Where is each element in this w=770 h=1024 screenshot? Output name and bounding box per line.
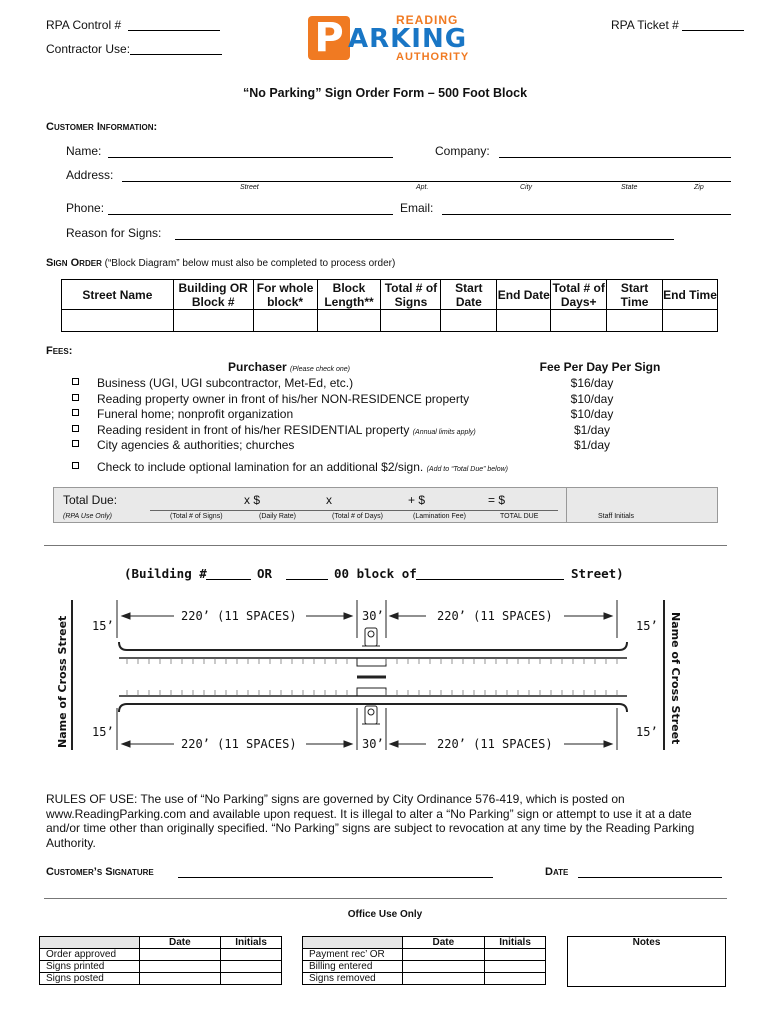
office-signs-posted-initials[interactable] bbox=[221, 973, 282, 985]
name-label: Name: bbox=[66, 144, 102, 158]
cell-end-date[interactable] bbox=[497, 310, 551, 332]
cell-street-name[interactable] bbox=[62, 310, 174, 332]
arrowhead-top-right-a bbox=[390, 613, 398, 619]
purchaser-header-label: Purchaser bbox=[228, 360, 287, 374]
fee-checkbox-owner[interactable] bbox=[72, 394, 79, 401]
arrowhead-bot-right-a bbox=[390, 741, 398, 747]
office-signs-removed-initials[interactable] bbox=[485, 973, 546, 985]
col-start-time: Start Time bbox=[607, 280, 663, 310]
hydrant-zone-bottom bbox=[357, 688, 386, 696]
rpa-control-label: RPA Control # bbox=[46, 18, 122, 32]
phone-field[interactable] bbox=[108, 202, 393, 215]
fee-row-resident bbox=[62, 423, 662, 438]
office-order-approved-initials[interactable] bbox=[221, 949, 282, 961]
fee-label-resident-text: Reading resident in front of his/her RESIDENTIAL property bbox=[97, 423, 410, 437]
purchaser-header-note: (Please check one) bbox=[290, 366, 350, 373]
col-street-name: Street Name bbox=[62, 280, 174, 310]
fee-label-funeral: Funeral home; nonprofit organization bbox=[97, 407, 294, 421]
fee-row-city bbox=[62, 438, 662, 453]
fee-checkbox-funeral[interactable] bbox=[72, 409, 79, 416]
company-label: Company: bbox=[435, 144, 490, 158]
arrowhead-bot-right-b bbox=[604, 741, 612, 747]
diagram-title-block: 00 block of bbox=[334, 566, 417, 581]
office-order-approved-date[interactable] bbox=[139, 949, 221, 961]
fee-header: Fee Per Day Per Sign bbox=[539, 360, 661, 374]
name-field[interactable] bbox=[108, 145, 393, 158]
fee-value-funeral: $10/day bbox=[570, 407, 614, 421]
diagram-block-field[interactable] bbox=[286, 566, 328, 580]
staff-initials-box[interactable] bbox=[566, 487, 718, 523]
total-due-label: Total Due: bbox=[63, 493, 118, 507]
dim-15-top-right: 15’ bbox=[636, 619, 658, 633]
logo-p-badge: P bbox=[308, 16, 350, 60]
dim-220-top-right: 220’ (11 SPACES) bbox=[437, 609, 553, 623]
cell-total-signs[interactable] bbox=[381, 310, 441, 332]
logo-parking: ARKING bbox=[348, 24, 468, 54]
sign-order-heading bbox=[46, 257, 395, 269]
fee-row-funeral bbox=[62, 407, 662, 422]
diagram-street-field[interactable] bbox=[416, 566, 564, 580]
total-due-underline bbox=[150, 510, 558, 511]
cell-whole-block[interactable] bbox=[253, 310, 317, 332]
cell-block-length[interactable] bbox=[317, 310, 381, 332]
fee-checkbox-business[interactable] bbox=[72, 378, 79, 385]
col-end-date: End Date bbox=[497, 280, 551, 310]
rpa-ticket-field[interactable] bbox=[682, 17, 744, 31]
address-state-caption: State bbox=[621, 184, 638, 191]
office-signs-printed-initials[interactable] bbox=[221, 961, 282, 973]
bottom-curb bbox=[119, 704, 627, 712]
reason-field[interactable] bbox=[175, 227, 674, 240]
customer-section-title: Customer Information: bbox=[46, 121, 158, 133]
dim-15-bot-right: 15’ bbox=[636, 725, 658, 739]
dim-30-top: 30’ bbox=[362, 609, 384, 623]
hydrant-bottom-icon bbox=[362, 706, 380, 724]
sub-signs: (Total # of Signs) bbox=[170, 513, 223, 520]
office-mid-header-blank bbox=[303, 937, 403, 949]
dim-15-bot-left: 15’ bbox=[92, 725, 114, 739]
total-times1: x $ bbox=[244, 493, 261, 507]
address-zip-caption: Zip bbox=[694, 184, 704, 191]
cell-end-time[interactable] bbox=[663, 310, 718, 332]
fee-label-resident-note: (Annual limits apply) bbox=[412, 429, 476, 436]
arrowhead-top-right-b bbox=[604, 613, 612, 619]
sub-lam: (Lamination Fee) bbox=[413, 513, 466, 520]
col-block-length: Block Length** bbox=[317, 280, 381, 310]
fee-value-resident: $1/day bbox=[573, 423, 611, 437]
fee-value-city: $1/day bbox=[573, 438, 611, 452]
office-row-signs-posted: Signs posted bbox=[40, 973, 140, 985]
phone-label: Phone: bbox=[66, 201, 105, 215]
fee-label-lamination bbox=[97, 460, 508, 474]
cell-start-date[interactable] bbox=[441, 310, 497, 332]
sub-total: TOTAL DUE bbox=[500, 513, 539, 520]
col-total-signs: Total # of Signs bbox=[381, 280, 441, 310]
col-whole-block: For whole block* bbox=[253, 280, 317, 310]
address-street-caption: Street bbox=[240, 184, 259, 191]
office-left-header-initials: Initials bbox=[221, 937, 282, 949]
office-left-table bbox=[39, 936, 282, 985]
office-row-payment-rec: Payment rec’ OR bbox=[303, 949, 403, 961]
office-payment-rec-date[interactable] bbox=[402, 949, 485, 961]
sub-rpa: (RPA Use Only) bbox=[63, 513, 113, 520]
contractor-use-field[interactable] bbox=[130, 41, 222, 55]
rpa-control-field[interactable] bbox=[128, 17, 220, 31]
address-label: Address: bbox=[66, 168, 114, 182]
divider-2 bbox=[44, 898, 727, 899]
fee-checkbox-resident[interactable] bbox=[72, 425, 79, 432]
office-use-title: Office Use Only bbox=[347, 909, 423, 920]
notes-box[interactable] bbox=[567, 936, 726, 987]
office-signs-posted-date[interactable] bbox=[139, 973, 221, 985]
logo-authority: AUTHORITY bbox=[396, 51, 470, 63]
total-equals: = $ bbox=[488, 493, 506, 507]
diagram-title-street: Street) bbox=[571, 566, 624, 581]
office-mid-table bbox=[302, 936, 546, 985]
purchaser-header bbox=[228, 360, 350, 374]
date-field[interactable] bbox=[578, 865, 722, 878]
email-field[interactable] bbox=[442, 202, 731, 215]
fees-title: Fees: bbox=[46, 345, 73, 357]
rpa-ticket-label: RPA Ticket # bbox=[611, 18, 679, 32]
fee-value-business: $16/day bbox=[570, 376, 614, 390]
cell-total-days[interactable] bbox=[551, 310, 607, 332]
hydrant-top-icon bbox=[362, 628, 380, 646]
logo bbox=[308, 13, 470, 63]
dim-220-top-left: 220’ (11 SPACES) bbox=[181, 609, 297, 623]
lamination-label: Check to include optional lamination for an additional $2/sign. bbox=[97, 460, 424, 474]
reason-label: Reason for Signs: bbox=[66, 226, 162, 240]
contractor-use-label: Contractor Use: bbox=[46, 42, 131, 56]
notes-label: Notes bbox=[632, 937, 661, 948]
fee-label-owner: Reading property owner in front of his/her NON-RESIDENCE property bbox=[97, 392, 470, 406]
sign-order-table bbox=[61, 279, 718, 332]
sign-order-title: Sign Order bbox=[46, 257, 102, 269]
diagram-title-or: OR bbox=[257, 566, 273, 581]
total-times2: x bbox=[326, 493, 332, 507]
office-payment-rec-initials[interactable] bbox=[485, 949, 546, 961]
arrowhead-top-left-b bbox=[344, 613, 352, 619]
fee-row-owner bbox=[62, 392, 662, 407]
dim-220-bot-right: 220’ (11 SPACES) bbox=[437, 737, 553, 751]
office-signs-removed-date[interactable] bbox=[402, 973, 485, 985]
fee-value-owner: $10/day bbox=[570, 392, 614, 406]
office-mid-header-initials: Initials bbox=[485, 937, 546, 949]
office-billing-entered-initials[interactable] bbox=[485, 961, 546, 973]
hydrant-zone-top bbox=[357, 658, 386, 666]
office-row-billing-entered: Billing entered bbox=[303, 961, 403, 973]
fee-label-city: City agencies & authorities; churches bbox=[97, 438, 295, 452]
office-row-order-approved: Order approved bbox=[40, 949, 140, 961]
company-field[interactable] bbox=[499, 145, 731, 158]
sub-days: (Total # of Days) bbox=[332, 513, 383, 520]
col-total-days: Total # of Days+ bbox=[552, 280, 605, 309]
sub-rate: (Daily Rate) bbox=[259, 513, 296, 520]
customer-signature-label: Customer’s Signature bbox=[46, 866, 154, 878]
office-billing-entered-date[interactable] bbox=[402, 961, 485, 973]
col-building-block: Building OR Block # bbox=[173, 280, 253, 310]
divider-1 bbox=[44, 545, 727, 546]
email-label: Email: bbox=[400, 201, 434, 215]
total-plus: + $ bbox=[408, 493, 426, 507]
diagram-title-building: (Building # bbox=[124, 566, 207, 581]
customer-signature-field[interactable] bbox=[178, 865, 493, 878]
address-city-caption: City bbox=[520, 184, 533, 191]
cross-street-left: Name of Cross Street bbox=[56, 615, 69, 748]
arrowhead-top-left-a bbox=[122, 613, 130, 619]
diagram-building-field[interactable] bbox=[206, 566, 251, 580]
arrowhead-bot-left-b bbox=[344, 741, 352, 747]
office-mid-header-date: Date bbox=[402, 937, 485, 949]
lamination-note: (Add to “Total Due” below) bbox=[426, 466, 509, 473]
fee-row-business bbox=[62, 376, 662, 391]
cross-street-right: Name of Cross Street bbox=[669, 612, 682, 745]
office-row-signs-removed: Signs removed bbox=[303, 973, 403, 985]
address-field[interactable] bbox=[122, 169, 731, 182]
office-row-signs-printed: Signs printed bbox=[40, 961, 140, 973]
form-title: “No Parking” Sign Order Form – 500 Foot Block bbox=[242, 86, 528, 100]
sign-order-note: (“Block Diagram” below must also be completed to process order) bbox=[104, 258, 396, 269]
address-apt-caption: Apt. bbox=[416, 184, 429, 191]
rules-text: RULES OF USE: The use of “No Parking” signs are governed by City Ordinance 576-419, which is posted on www.ReadingParking.com and available upon request. It is illegal to alter a “No Parking” sign or attempt to use it at a date and/or time other than originally specified. “No Parking” signs are subject to revocation at any time by the Reading Parking Authority. bbox=[46, 792, 695, 850]
fee-row-lamination bbox=[62, 460, 662, 475]
fee-label-business: Business (UGI, UGI subcontractor, Met-Ed, etc.) bbox=[97, 376, 354, 390]
diagram-title bbox=[124, 566, 684, 584]
office-left-header-date: Date bbox=[139, 937, 221, 949]
col-end-time: End Time bbox=[663, 280, 718, 310]
cell-start-time[interactable] bbox=[607, 310, 663, 332]
col-start-date: Start Date bbox=[441, 280, 497, 310]
dim-30-bot: 30’ bbox=[362, 737, 384, 751]
arrowhead-bot-left-a bbox=[122, 741, 130, 747]
logo-reading: READING bbox=[396, 13, 459, 27]
sub-staff: Staff Initials bbox=[598, 513, 635, 520]
dim-220-bot-left: 220’ (11 SPACES) bbox=[181, 737, 297, 751]
dim-15-top-left: 15’ bbox=[92, 619, 114, 633]
cell-building-block[interactable] bbox=[173, 310, 253, 332]
fee-checkbox-city[interactable] bbox=[72, 440, 79, 447]
office-signs-printed-date[interactable] bbox=[139, 961, 221, 973]
date-label: Date bbox=[545, 866, 569, 878]
fee-checkbox-lamination[interactable] bbox=[72, 462, 79, 469]
block-diagram bbox=[44, 598, 694, 758]
fee-label-resident bbox=[97, 423, 476, 437]
office-left-header-blank bbox=[40, 937, 140, 949]
